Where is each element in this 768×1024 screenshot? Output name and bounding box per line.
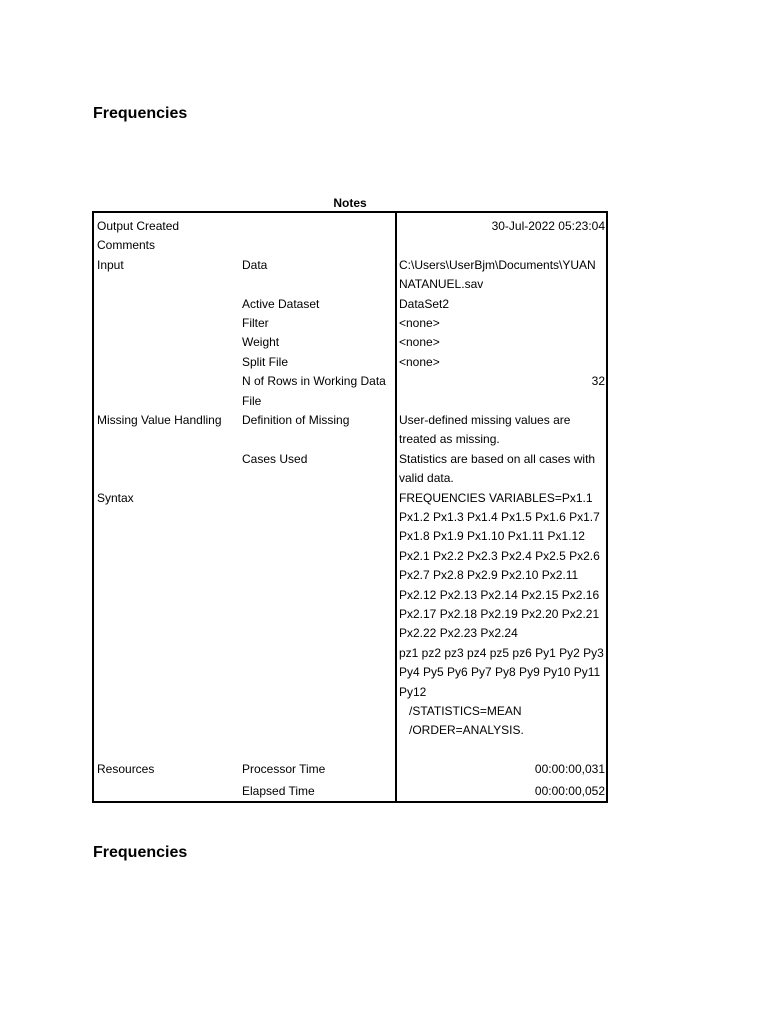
resources-label: Resources xyxy=(97,762,155,777)
processor-time-value: 00:00:00,031 xyxy=(534,762,605,777)
column-separator xyxy=(395,213,397,801)
split-file-value: <none> xyxy=(399,354,440,369)
split-file-label: Split File xyxy=(242,354,289,369)
elapsed-time-label: Elapsed Time xyxy=(242,784,315,798)
frequencies-heading: Frequencies xyxy=(93,844,188,861)
data-path-line-1: C:\Users\UserBjm\Documents\YUAN xyxy=(399,257,596,272)
syntax-line: Px1.8 Px1.9 Px1.10 Px1.11 Px1.12 xyxy=(399,529,585,544)
filter-label: Filter xyxy=(242,316,269,330)
weight-value: <none> xyxy=(399,335,440,350)
active-dataset-value: DataSet2 xyxy=(399,296,450,311)
syntax-line: FREQUENCIES VARIABLES=Px1.1 xyxy=(399,490,593,505)
notes-table xyxy=(92,211,608,803)
input-label: Input xyxy=(97,257,124,272)
syntax-line: /STATISTICS=MEAN xyxy=(399,704,522,718)
comments-label: Comments xyxy=(97,238,156,253)
syntax-line: /ORDER=ANALYSIS. xyxy=(399,723,524,738)
cases-used-value-line-1: Statistics are based on all cases with xyxy=(399,451,596,466)
syntax-line: Px2.1 Px2.2 Px2.3 Px2.4 Px2.5 Px2.6 xyxy=(399,548,600,563)
frequencies-heading: Frequencies xyxy=(93,105,188,122)
notes-table-title: Notes xyxy=(333,196,367,210)
n-rows-label-line-1: N of Rows in Working Data xyxy=(242,374,386,389)
syntax-line: Px2.7 Px2.8 Px2.9 Px2.10 Px2.11 xyxy=(399,568,579,583)
data-label: Data xyxy=(242,257,268,272)
syntax-line: Py12 xyxy=(399,684,427,699)
weight-label: Weight xyxy=(242,335,280,350)
missing-value-handling-label: Missing Value Handling xyxy=(97,413,222,427)
cases-used-label: Cases Used xyxy=(242,451,308,466)
definition-value-line-2: treated as missing. xyxy=(399,432,500,447)
elapsed-time-value: 00:00:00,052 xyxy=(534,784,605,798)
definition-value-line-1: User-defined missing values are xyxy=(399,413,571,427)
n-rows-value: 32 xyxy=(591,374,605,389)
output-created-value: 30-Jul-2022 05:23:04 xyxy=(491,219,605,233)
syntax-line: Px1.2 Px1.3 Px1.4 Px1.5 Px1.6 Px1.7 xyxy=(399,510,600,524)
syntax-line: Px2.22 Px2.23 Px2.24 xyxy=(399,626,518,641)
filter-value: <none> xyxy=(399,316,440,330)
data-path-line-2: NATANUEL.sav xyxy=(399,277,484,292)
syntax-label: Syntax xyxy=(97,490,134,505)
active-dataset-label: Active Dataset xyxy=(242,296,320,311)
n-rows-label-line-2: File xyxy=(242,393,262,408)
cases-used-value-line-2: valid data. xyxy=(399,471,454,486)
syntax-line: Px2.12 Px2.13 Px2.14 Px2.15 Px2.16 xyxy=(399,587,600,602)
syntax-line: pz1 pz2 pz3 pz4 pz5 pz6 Py1 Py2 Py3 xyxy=(399,645,604,660)
definition-of-missing-label: Definition of Missing xyxy=(242,413,350,427)
output-created-label: Output Created xyxy=(97,219,180,233)
processor-time-label: Processor Time xyxy=(242,762,326,777)
syntax-line: Py4 Py5 Py6 Py7 Py8 Py9 Py10 Py11 xyxy=(399,665,601,680)
syntax-line: Px2.17 Px2.18 Px2.19 Px2.20 Px2.21 xyxy=(399,607,600,621)
